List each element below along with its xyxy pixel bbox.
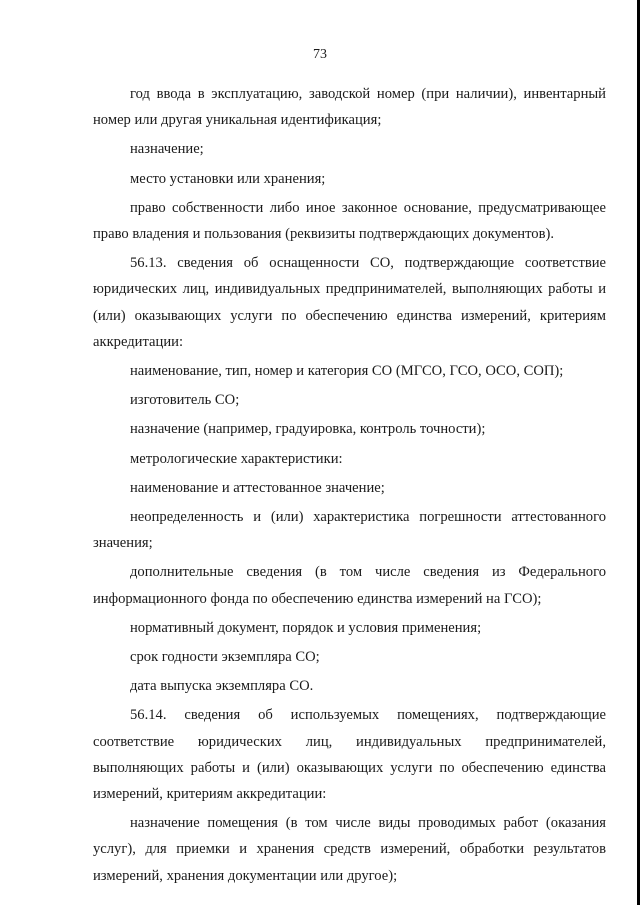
paragraph-so-name-type: наименование, тип, номер и категория СО (МГСО, ГСО, ОСО, СОП); — [130, 363, 564, 380]
paragraph-year-serial: год ввода в эксплуатацию, заводской номер (при наличии), инвентарный номер или другая уникальная идентификация; — [93, 86, 606, 129]
paragraph-additional-info: дополнительные сведения (в том числе сведения из Федерального информационного фонда по обеспечению единства измерений на ГСО); — [93, 564, 606, 607]
paragraph-release-date: дата выпуска экземпляра СО. — [130, 678, 314, 695]
document-body — [93, 78, 606, 889]
paragraph-so-purpose: назначение (например, градуировка, контроль точности); — [130, 421, 486, 438]
paragraph-shelf-life: срок годности экземпляра СО; — [130, 649, 320, 666]
paragraph-premises-purpose: назначение помещения (в том числе виды проводимых работ (оказания услуг), для приемки и хранения средств измерений, обработки результатов измерений, хранения документации или другое); — [93, 815, 606, 884]
paragraph-location: место установки или хранения; — [130, 170, 326, 187]
paragraph-ownership: право собственности либо иное законное основание, предусматривающее право владения и пользования (реквизиты подтверждающих документов). — [93, 199, 606, 243]
paragraph-56-13: 56.13. сведения об оснащенности СО, подтверждающие соответствие юридических лиц, индивидуальных предпринимателей, выполняющих работы и (или) оказывающих услуги по обеспечению единства измерений, критериям аккредитации: — [93, 255, 606, 350]
paragraph-so-manufacturer: изготовитель СО; — [130, 392, 240, 409]
paragraph-56-14: 56.14. сведения об используемых помещениях, подтверждающие соответствие юридических лиц, индивидуальных предпринимателей, выполняющих работы и (или) оказывающих услуги по обеспечению единства измерений, критериям аккредитации: — [93, 707, 606, 803]
page-number: 73 — [313, 47, 327, 62]
paragraph-certified-value: наименование и аттестованное значение; — [130, 479, 385, 496]
paragraph-purpose: назначение; — [130, 141, 204, 158]
paragraph-uncertainty: неопределенность и (или) характеристика погрешности аттестованного значения; — [93, 509, 606, 552]
paragraph-normative-doc: нормативный документ, порядок и условия применения; — [130, 619, 482, 636]
paragraph-metrological: метрологические характеристики: — [130, 450, 343, 467]
